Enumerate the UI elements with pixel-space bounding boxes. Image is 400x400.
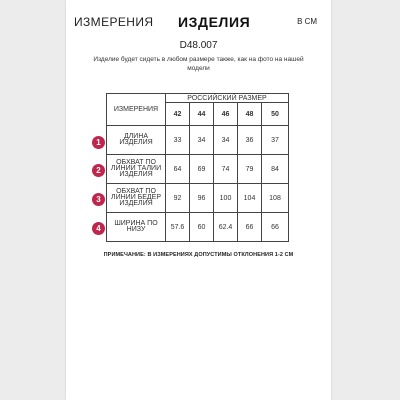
value-cell: 92 xyxy=(166,184,190,213)
value-cell: 84 xyxy=(262,155,289,184)
size-cell: 46 xyxy=(214,103,238,126)
table-row xyxy=(107,155,289,184)
size-cell: 48 xyxy=(238,103,262,126)
row-label: ОБХВАТ ПО ЛИНИИ БЕДЕР ИЗДЕЛИЯ xyxy=(107,184,166,213)
value-cell: 34 xyxy=(190,126,214,155)
measurement-sheet xyxy=(66,0,331,400)
value-cell: 57.6 xyxy=(166,213,190,242)
size-header: РОССИЙСКИЙ РАЗМЕР xyxy=(166,94,289,103)
row-number-badge: 4 xyxy=(92,222,105,235)
size-table xyxy=(106,93,289,242)
value-cell: 69 xyxy=(190,155,214,184)
value-cell: 64 xyxy=(166,155,190,184)
value-cell: 108 xyxy=(262,184,289,213)
header-unit: В СМ xyxy=(297,17,317,26)
size-cell: 42 xyxy=(166,103,190,126)
row-label: ДЛИНА ИЗДЕЛИЯ xyxy=(107,126,166,155)
value-cell: 79 xyxy=(238,155,262,184)
value-cell: 104 xyxy=(238,184,262,213)
sheet-header xyxy=(66,8,331,34)
table-row xyxy=(107,184,289,213)
product-code: D48.007 xyxy=(179,40,218,51)
row-number-badge: 1 xyxy=(92,136,105,149)
corner-label: ИЗМЕРЕНИЯ xyxy=(107,94,166,126)
size-cell: 44 xyxy=(190,103,214,126)
value-cell: 36 xyxy=(238,126,262,155)
value-cell: 37 xyxy=(262,126,289,155)
value-cell: 33 xyxy=(166,126,190,155)
value-cell: 100 xyxy=(214,184,238,213)
value-cell: 74 xyxy=(214,155,238,184)
size-cell: 50 xyxy=(262,103,289,126)
value-cell: 60 xyxy=(190,213,214,242)
value-cell: 96 xyxy=(190,184,214,213)
row-number-badge: 3 xyxy=(92,193,105,206)
row-label: ОБХВАТ ПО ЛИНИИ ТАЛИИ ИЗДЕЛИЯ xyxy=(107,155,166,184)
tolerance-footnote: ПРИМЕЧАНИЕ: В ИЗМЕРЕНИЯХ ДОПУСТИМЫ ОТКЛОНЕНИЯ 1-2 СМ xyxy=(103,252,294,258)
value-cell: 66 xyxy=(238,213,262,242)
value-cell: 66 xyxy=(262,213,289,242)
table-row xyxy=(107,126,289,155)
row-label: ШИРИНА ПО НИЗУ xyxy=(107,213,166,242)
value-cell: 34 xyxy=(214,126,238,155)
row-number-badge: 2 xyxy=(92,164,105,177)
value-cell: 62.4 xyxy=(214,213,238,242)
table-row xyxy=(107,213,289,242)
header-product: ИЗДЕЛИЯ xyxy=(178,14,251,30)
fit-note: Изделие будет сидеть в любом размере также, как на фото на нашей модели xyxy=(93,56,304,72)
header-measurements: ИЗМЕРЕНИЯ xyxy=(74,15,154,29)
